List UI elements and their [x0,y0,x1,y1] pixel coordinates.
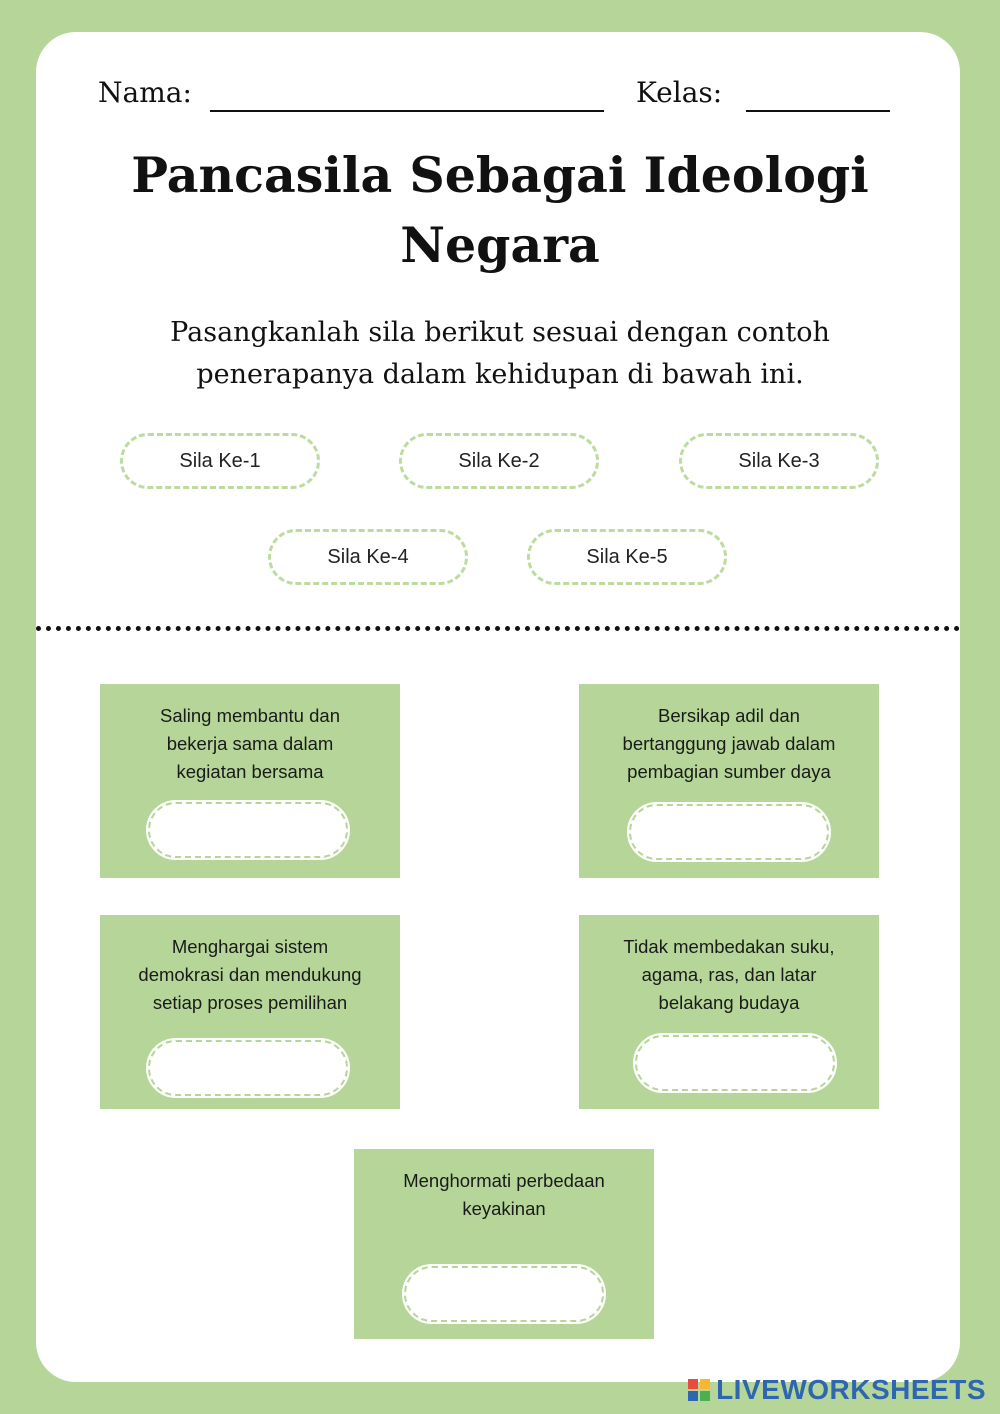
sila-chip-1[interactable]: Sila Ke-1 [120,433,320,489]
card-4-line-2: agama, ras, dan latar [641,964,817,985]
page-title [0,140,1000,280]
brand-name: LIVEWORKSHEETS [716,1374,986,1405]
sila-chip-4[interactable]: Sila Ke-4 [268,529,468,585]
card-1-line-3: kegiatan bersama [176,761,324,782]
card-3-line-2: demokrasi dan mendukung [138,964,362,985]
card-1-text [120,702,380,786]
instruction-line-1: Pasangkanlah sila berikut sesuai dengan contoh [170,317,830,348]
sila-chip-5[interactable]: Sila Ke-5 [527,529,727,585]
title-line-2: Negara [400,216,600,274]
answer-drop-zone-3[interactable] [148,1040,348,1096]
card-2-line-2: bertanggung jawab dalam [622,733,836,754]
card-4-line-3: belakang budaya [658,992,800,1013]
answer-drop-zone-2[interactable] [629,804,829,860]
card-3-line-3: setiap proses pemilihan [152,992,348,1013]
card-5-text [374,1167,634,1223]
example-card-5 [354,1149,654,1339]
card-4-text [599,933,859,1017]
class-input[interactable] [746,110,890,112]
answer-drop-zone-4[interactable] [635,1035,835,1091]
card-1-line-2: bekerja sama dalam [166,733,334,754]
card-2-line-3: pembagian sumber daya [627,761,831,782]
card-3-line-1: Menghargai sistem [171,936,329,957]
card-4-line-1: Tidak membedakan suku, [623,936,835,957]
logo-cubes-icon [688,1379,710,1401]
card-3-text [120,933,380,1017]
name-input[interactable] [210,110,604,112]
card-5-line-2: keyakinan [462,1198,546,1219]
title-line-1: Pancasila Sebagai Ideologi [131,146,869,204]
name-label: Nama: [98,76,192,109]
example-card-3 [100,915,400,1109]
card-2-line-1: Bersikap adil dan [658,705,800,726]
liveworksheets-logo[interactable] [688,1374,986,1406]
answer-drop-zone-1[interactable] [148,802,348,858]
card-2-text [599,702,859,786]
dotted-divider [36,626,960,631]
sila-chip-3[interactable]: Sila Ke-3 [679,433,879,489]
sila-chip-2[interactable]: Sila Ke-2 [399,433,599,489]
class-label: Kelas: [636,76,723,109]
example-card-4 [579,915,879,1109]
example-card-2 [579,684,879,878]
example-card-1 [100,684,400,878]
instruction-line-2: penerapanya dalam kehidupan di bawah ini. [196,359,804,390]
instruction-text [0,312,1000,396]
card-5-line-1: Menghormati perbedaan [403,1170,605,1191]
answer-drop-zone-5[interactable] [404,1266,604,1322]
card-1-line-1: Saling membantu dan [160,705,340,726]
